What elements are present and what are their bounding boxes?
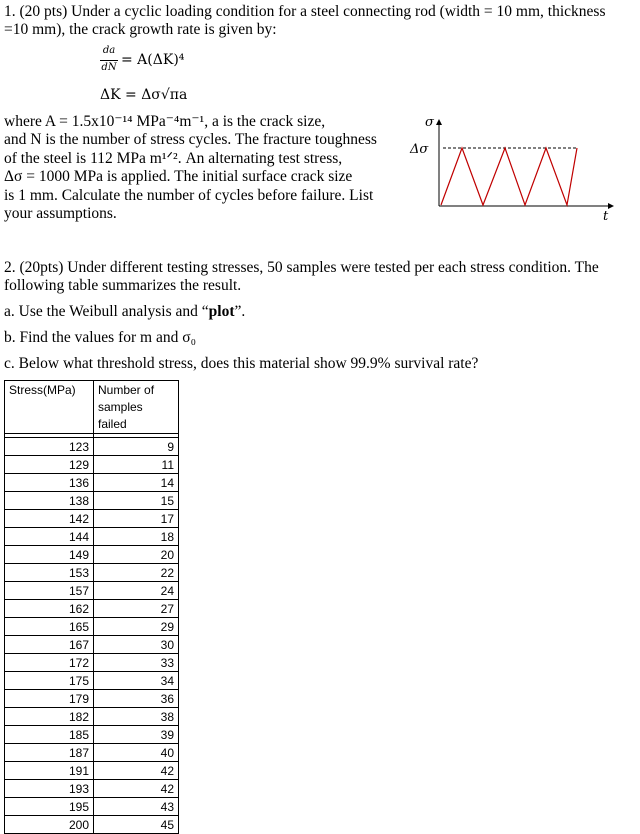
cell-samples-failed: 42 [94, 780, 179, 798]
sigma-axis-label: σ [425, 115, 434, 130]
table-row [5, 546, 179, 564]
cell-samples-failed: 34 [94, 672, 179, 690]
cell-stress: 175 [5, 672, 94, 690]
cell-stress: 182 [5, 708, 94, 726]
problem1-text-1: where A = 1.5x10⁻¹⁴ MPa⁻⁴m⁻¹, a is the crack size, [4, 113, 326, 130]
cell-stress: 162 [5, 600, 94, 618]
problem1-text-3: of the steel is 112 MPa m¹ᐟ². An alternating test stress, [4, 150, 343, 167]
cell-samples-failed: 22 [94, 564, 179, 582]
cell-samples-failed: 9 [94, 438, 179, 456]
eq1-fraction-bar [100, 60, 118, 61]
cyclic-loading-figure [405, 108, 615, 228]
cell-stress: 138 [5, 492, 94, 510]
table-row [5, 798, 179, 816]
cell-samples-failed: 38 [94, 708, 179, 726]
header-samples-failed: Number of samples failed [94, 381, 179, 434]
cell-stress: 142 [5, 510, 94, 528]
cell-samples-failed: 11 [94, 456, 179, 474]
table-row [5, 708, 179, 726]
cell-samples-failed: 17 [94, 510, 179, 528]
cell-samples-failed: 33 [94, 654, 179, 672]
cell-samples-failed: 20 [94, 546, 179, 564]
table-row [5, 456, 179, 474]
cell-stress: 200 [5, 816, 94, 834]
equation-stress-intensity: ΔK = Δσ√πa [100, 87, 188, 103]
cell-stress: 185 [5, 726, 94, 744]
cell-samples-failed: 43 [94, 798, 179, 816]
table-row [5, 510, 179, 528]
cell-stress: 172 [5, 654, 94, 672]
delta-sigma-label: Δσ [410, 142, 429, 157]
cell-stress: 123 [5, 438, 94, 456]
cyclic-stress-wave [441, 148, 577, 205]
part-a-bold: plot [208, 303, 235, 320]
cell-stress: 167 [5, 636, 94, 654]
table-row [5, 744, 179, 762]
cell-stress: 179 [5, 690, 94, 708]
cell-samples-failed: 30 [94, 636, 179, 654]
part-a-suffix: ”. [234, 303, 246, 320]
cell-stress: 191 [5, 762, 94, 780]
table-row [5, 816, 179, 834]
table-row [5, 564, 179, 582]
table-row [5, 438, 179, 456]
problem1-text-5: is 1 mm. Calculate the number of cycles before failure. List [4, 187, 374, 204]
table-row [5, 528, 179, 546]
cell-stress: 136 [5, 474, 94, 492]
table-body [5, 434, 179, 834]
problem1-line1: 1. (20 pts) Under a cyclic loading condition for a steel connecting rod (width = 10 mm, thickness [4, 3, 606, 20]
cell-samples-failed: 14 [94, 474, 179, 492]
cell-samples-failed: 15 [94, 492, 179, 510]
cell-stress: 187 [5, 744, 94, 762]
problem2-part-c: c. Below what threshold stress, does this material show 99.9% survival rate? [4, 355, 479, 372]
cell-stress: 157 [5, 582, 94, 600]
table-row [5, 672, 179, 690]
problem1-text-4: Δσ = 1000 MPa is applied. The initial surface crack size [4, 168, 353, 185]
cell-stress: 129 [5, 456, 94, 474]
table-row [5, 474, 179, 492]
table-header-row [5, 381, 179, 434]
eq1-denominator: dN [101, 62, 117, 73]
table-row [5, 762, 179, 780]
problem1-text-6: your assumptions. [4, 205, 117, 222]
cell-samples-failed: 36 [94, 690, 179, 708]
eq1-numerator: da [102, 45, 116, 56]
eq1-rhs: = A(ΔK)⁴ [121, 52, 185, 68]
weibull-data-table [4, 380, 179, 834]
cell-stress: 149 [5, 546, 94, 564]
cell-samples-failed: 40 [94, 744, 179, 762]
cell-samples-failed: 27 [94, 600, 179, 618]
cell-samples-failed: 39 [94, 726, 179, 744]
table-row [5, 582, 179, 600]
table-row [5, 690, 179, 708]
problem1-line2: =10 mm), the crack growth rate is given by: [4, 21, 277, 38]
table-row [5, 654, 179, 672]
problem1-text-2: and N is the number of stress cycles. The fracture toughness [4, 131, 377, 148]
cell-stress: 193 [5, 780, 94, 798]
cell-stress: 153 [5, 564, 94, 582]
part-a-prefix: a. Use the Weibull analysis and “ [4, 303, 209, 320]
cell-samples-failed: 18 [94, 528, 179, 546]
cell-stress: 195 [5, 798, 94, 816]
cell-samples-failed: 29 [94, 618, 179, 636]
table-row [5, 492, 179, 510]
table-row [5, 618, 179, 636]
cell-samples-failed: 45 [94, 816, 179, 834]
cell-samples-failed: 42 [94, 762, 179, 780]
table-row [5, 726, 179, 744]
table-row [5, 636, 179, 654]
table-row [5, 780, 179, 798]
problem2-intro-2: following table summarizes the result. [4, 277, 242, 294]
problem2-intro-1: 2. (20pts) Under different testing stresses, 50 samples were tested per each stress condition. The [4, 259, 599, 276]
cell-stress: 144 [5, 528, 94, 546]
header-stress: Stress(MPa) [5, 381, 94, 434]
cell-stress: 165 [5, 618, 94, 636]
problem2-part-b: b. Find the values for m and σ₀ [4, 329, 196, 346]
time-axis-label: t [603, 209, 609, 224]
table-row [5, 600, 179, 618]
problem2-part-a [4, 303, 245, 321]
cell-samples-failed: 24 [94, 582, 179, 600]
